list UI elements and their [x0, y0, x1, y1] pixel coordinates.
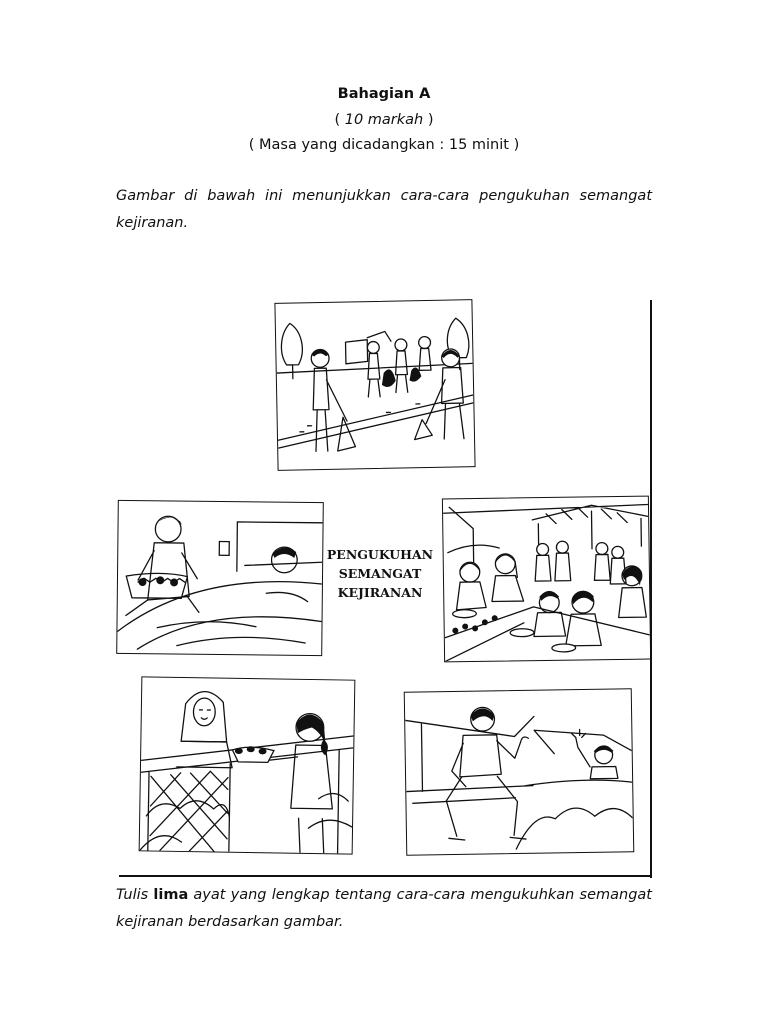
marks-value: 10 markah	[344, 112, 424, 128]
gotong-royong-sweeping-illustration	[274, 299, 475, 471]
visiting-sick-neighbour-illustration	[116, 500, 324, 656]
task-bold-word: lima	[153, 887, 189, 903]
intro-instruction: Gambar di bawah ini menunjukkan cara-cara pengukuhan semangat kejiranan.	[116, 188, 652, 231]
horizontal-rule	[119, 875, 652, 877]
feast-kenduri-illustration	[442, 496, 651, 663]
vertical-rule	[650, 300, 652, 878]
center-label-line-2: SEMANGAT	[338, 566, 422, 581]
task-instruction	[116, 882, 652, 936]
marks-label	[0, 112, 768, 128]
center-theme-label	[325, 545, 435, 602]
section-heading: Bahagian A	[337, 86, 431, 102]
greeting-neighbour-illustration	[404, 688, 635, 856]
center-label-line-1: PENGUKUHAN	[326, 547, 434, 562]
task-prefix: Tulis	[116, 887, 154, 903]
marks-close: )	[423, 112, 434, 128]
task-suffix: ayat yang lengkap tentang cara-cara mengukuhkan semangat kejiranan berdasarkan gambar.	[116, 887, 652, 930]
marks-open: (	[334, 112, 345, 128]
sharing-food-over-fence-illustration	[139, 676, 356, 854]
center-label-line-3: KEJIRANAN	[337, 585, 423, 600]
time-allocation: ( Masa yang dicadangkan : 15 minit )	[248, 137, 520, 153]
